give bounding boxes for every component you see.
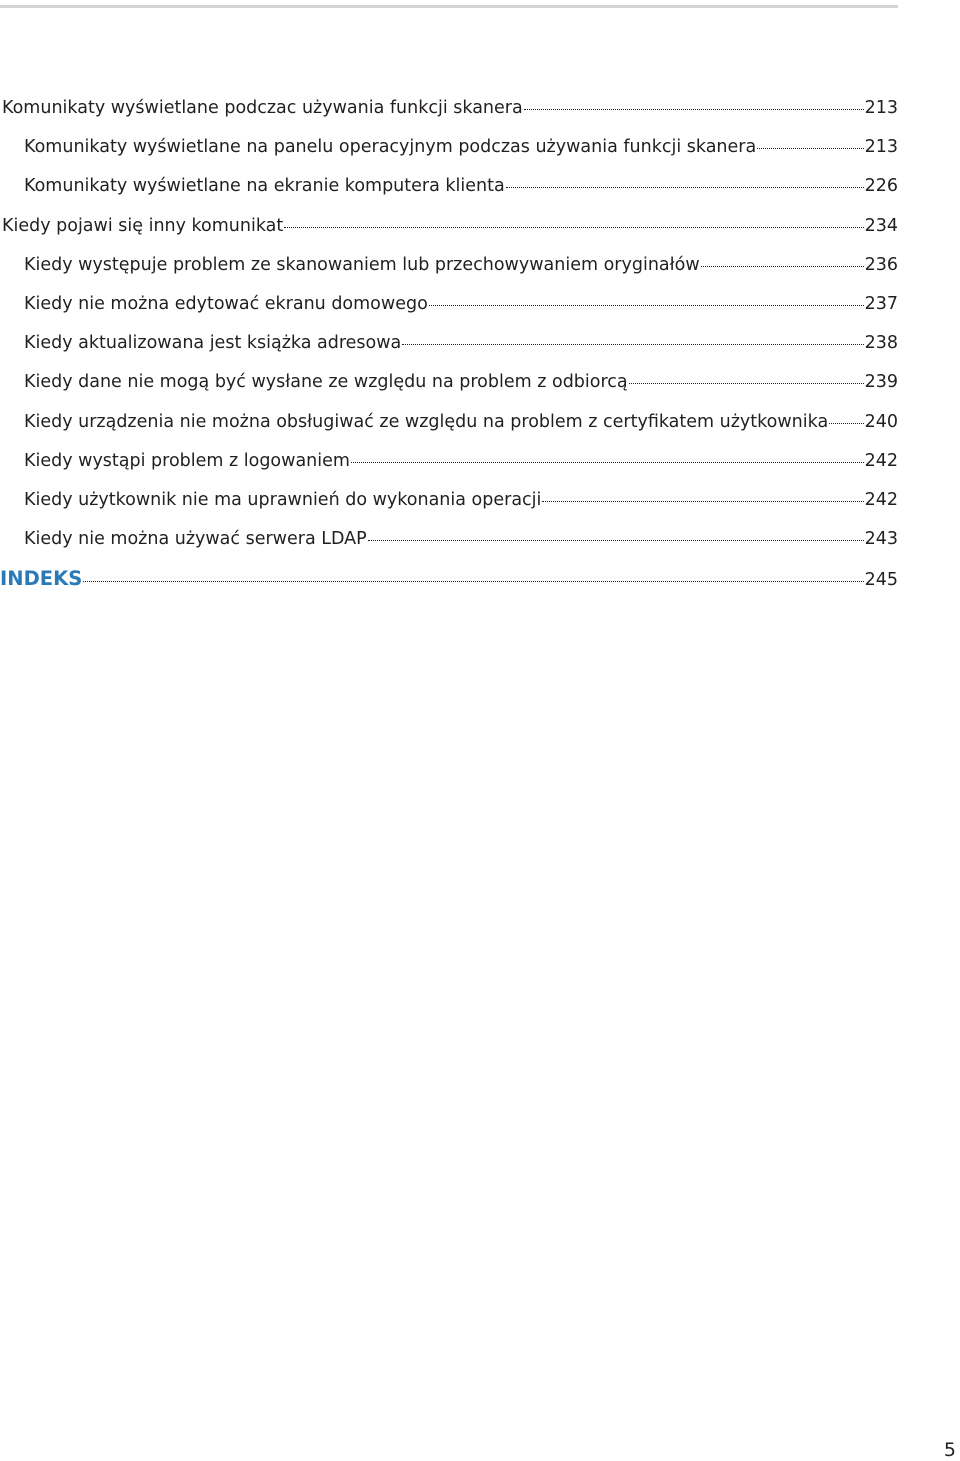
toc-entry-page: 213 (864, 137, 898, 158)
toc-dot-leader (829, 422, 863, 424)
toc-dot-leader (629, 382, 864, 384)
toc-dot-leader (506, 186, 864, 188)
toc-entry-page: 226 (864, 176, 898, 197)
toc-dot-leader (757, 147, 863, 149)
toc-entry-label: Kiedy urządzenia nie można obsługiwać ze względu na problem z certyfikatem użytkownika (24, 411, 829, 432)
toc-entry-label: Kiedy występuje problem ze skanowaniem lub przechowywaniem oryginałów (24, 254, 700, 275)
toc-entry-page: 236 (864, 254, 898, 275)
toc-dot-leader (368, 539, 864, 541)
toc-dot-leader (701, 265, 864, 267)
top-rule (0, 5, 898, 8)
toc-entry-page: 245 (864, 570, 898, 591)
toc-dot-leader (83, 580, 863, 582)
toc-chapter-label: INDEKS (0, 567, 83, 591)
toc-entry-page: 237 (864, 293, 898, 314)
toc-entry-label: Kiedy nie można edytować ekranu domowego (24, 293, 428, 314)
toc-entry[interactable] (0, 128, 898, 167)
toc-entry[interactable] (0, 324, 898, 363)
toc-dot-leader (542, 500, 863, 502)
toc-entry-page: 240 (864, 411, 898, 432)
toc-dot-leader (284, 226, 863, 228)
toc-entry-label: Kiedy nie można używać serwera LDAP (24, 529, 367, 550)
toc-entry-label: Kiedy dane nie mogą być wysłane ze względu na problem z odbiorcą (24, 372, 628, 393)
toc-entry[interactable] (0, 285, 898, 324)
toc-entry[interactable] (0, 520, 898, 559)
table-of-contents (0, 89, 898, 598)
toc-entry[interactable] (0, 207, 898, 246)
toc-dot-leader (351, 461, 864, 463)
toc-entry-page: 234 (864, 215, 898, 236)
toc-entry-page: 213 (864, 98, 898, 118)
toc-entry-label: Kiedy aktualizowana jest książka adresowa (24, 333, 402, 354)
toc-entry[interactable] (0, 481, 898, 520)
toc-entry-index[interactable] (0, 559, 898, 598)
toc-entry-label: Kiedy pojawi się inny komunikat (2, 215, 284, 236)
toc-entry-page: 239 (864, 372, 898, 393)
toc-dot-leader (524, 108, 864, 110)
toc-entry[interactable] (0, 403, 898, 442)
toc-entry[interactable] (0, 363, 898, 402)
toc-dot-leader (429, 304, 864, 306)
toc-entry[interactable] (0, 89, 898, 128)
page-number: 5 (943, 1439, 956, 1461)
toc-entry-label: Kiedy użytkownik nie ma uprawnień do wykonania operacji (24, 489, 542, 510)
toc-entry-label: Komunikaty wyświetlane na panelu operacyjnym podczas używania funkcji skanera (24, 137, 757, 158)
toc-entry[interactable] (0, 167, 898, 206)
toc-entry-page: 242 (864, 450, 898, 471)
toc-entry[interactable] (0, 246, 898, 285)
toc-entry-label: Komunikaty wyświetlane na ekranie komputera klienta (24, 176, 505, 197)
toc-entry-page: 242 (864, 489, 898, 510)
toc-entry-label: Komunikaty wyświetlane podczac używania funkcji skanera (2, 98, 523, 118)
toc-entry-page: 243 (864, 529, 898, 550)
toc-entry-label: Kiedy wystąpi problem z logowaniem (24, 450, 350, 471)
toc-entry[interactable] (0, 442, 898, 481)
toc-entry-page: 238 (864, 333, 898, 354)
toc-dot-leader (402, 343, 863, 345)
